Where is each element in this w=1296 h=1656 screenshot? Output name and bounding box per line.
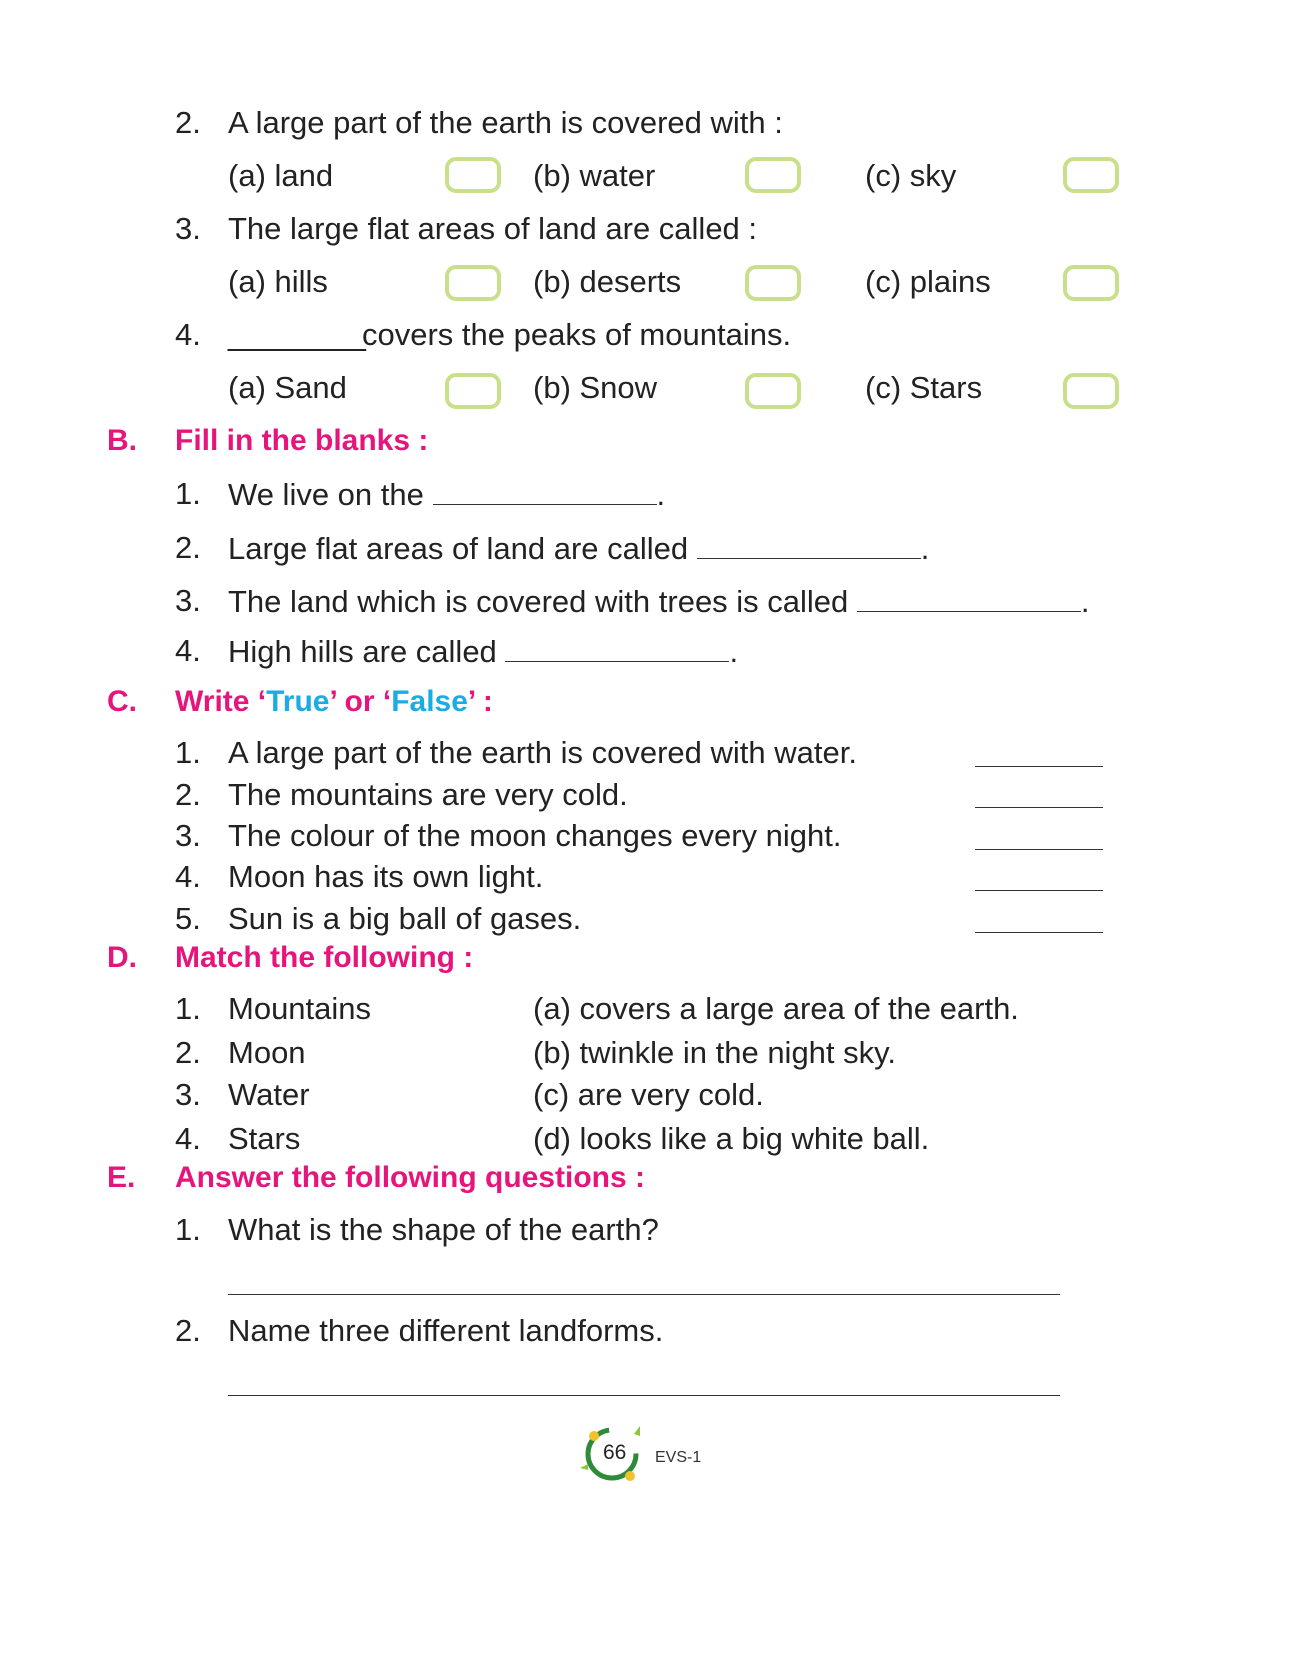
match-right: (b) twinkle in the night sky.	[533, 1035, 896, 1070]
fill-blank-item: Large flat areas of land are called .	[228, 531, 930, 566]
answer-blank[interactable]	[505, 633, 729, 662]
answer-checkbox[interactable]	[444, 156, 502, 194]
tf-answer-line[interactable]	[975, 849, 1103, 850]
tf-statement: Moon has its own light.	[228, 859, 544, 894]
question-text: Name three different landforms.	[228, 1313, 664, 1348]
tf-number: 3.	[175, 818, 201, 853]
mcq-number: 3.	[175, 211, 201, 246]
match-right: (a) covers a large area of the earth.	[533, 991, 1019, 1026]
tf-statement: The mountains are very cold.	[228, 777, 628, 812]
match-number: 3.	[175, 1077, 201, 1112]
section-title-true-false: Write ‘True’ or ‘False’ :	[175, 685, 493, 718]
answer-checkbox[interactable]	[444, 372, 502, 410]
fill-blank-item: The land which is covered with trees is called .	[228, 584, 1090, 619]
tf-answer-line[interactable]	[975, 932, 1103, 933]
tf-statement: A large part of the earth is covered with water.	[228, 735, 857, 770]
section-title-match: Match the following :	[175, 941, 474, 974]
tf-answer-line[interactable]	[975, 807, 1103, 808]
mcq-option: (c) plains	[865, 264, 991, 299]
answer-checkbox[interactable]	[1062, 156, 1120, 194]
tf-statement: The colour of the moon changes every night.	[228, 818, 842, 853]
mcq-number: 4.	[175, 317, 201, 352]
mcq-question: covers the peaks of mountains.	[362, 317, 792, 352]
tf-answer-line[interactable]	[975, 890, 1103, 891]
mcq-option: (b) deserts	[533, 264, 682, 299]
mcq-option: (a) hills	[228, 264, 328, 299]
page-number: 66	[603, 1441, 627, 1464]
answer-blank[interactable]	[697, 530, 921, 559]
match-number: 4.	[175, 1121, 201, 1156]
mcq-question: The large flat areas of land are called :	[228, 211, 758, 246]
answer-checkbox[interactable]	[1062, 372, 1120, 410]
section-letter-c: C.	[107, 685, 137, 718]
match-left: Water	[228, 1077, 310, 1112]
fill-blank-item: We live on the .	[228, 477, 666, 512]
tf-number: 4.	[175, 859, 201, 894]
blank-number: 2.	[175, 530, 201, 565]
tf-number: 5.	[175, 901, 201, 936]
answer-checkbox[interactable]	[744, 372, 802, 410]
match-left: Stars	[228, 1121, 301, 1156]
blank-number: 3.	[175, 583, 201, 618]
match-number: 2.	[175, 1035, 201, 1070]
match-left: Mountains	[228, 991, 372, 1026]
tf-answer-line[interactable]	[975, 766, 1103, 767]
blank-number: 1.	[175, 476, 201, 511]
question-number: 2.	[175, 1313, 201, 1348]
answer-checkbox[interactable]	[744, 156, 802, 194]
mcq-option: (b) Snow	[533, 370, 658, 405]
mcq-option: (a) land	[228, 158, 334, 193]
fill-blank-item: High hills are called .	[228, 634, 739, 669]
answer-checkbox[interactable]	[1062, 264, 1120, 302]
question-text: What is the shape of the earth?	[228, 1212, 659, 1247]
question-number: 1.	[175, 1212, 201, 1247]
mcq-question: A large part of the earth is covered with :	[228, 105, 783, 140]
tf-number: 1.	[175, 735, 201, 770]
book-code: EVS-1	[655, 1449, 702, 1466]
match-number: 1.	[175, 991, 201, 1026]
match-right: (c) are very cold.	[533, 1077, 764, 1112]
blank-number: 4.	[175, 633, 201, 668]
section-letter-d: D.	[107, 941, 137, 974]
answer-line[interactable]	[228, 1395, 1060, 1396]
mcq-option: (c) sky	[865, 158, 957, 193]
section-letter-b: B.	[107, 424, 137, 457]
tf-statement: Sun is a big ball of gases.	[228, 901, 582, 936]
answer-checkbox[interactable]	[444, 264, 502, 302]
match-left: Moon	[228, 1035, 306, 1070]
section-title-fill-blanks: Fill in the blanks :	[175, 424, 429, 457]
mcq-number: 2.	[175, 105, 201, 140]
tf-number: 2.	[175, 777, 201, 812]
section-title-answer: Answer the following questions :	[175, 1161, 646, 1194]
match-right: (d) looks like a big white ball.	[533, 1121, 930, 1156]
answer-line[interactable]	[228, 1294, 1060, 1295]
mcq-blank: ________	[228, 317, 366, 352]
mcq-option: (b) water	[533, 158, 656, 193]
answer-blank[interactable]	[433, 476, 657, 505]
section-letter-e: E.	[107, 1161, 136, 1194]
answer-blank[interactable]	[857, 583, 1081, 612]
mcq-option: (a) Sand	[228, 370, 347, 405]
answer-checkbox[interactable]	[744, 264, 802, 302]
mcq-option: (c) Stars	[865, 370, 983, 405]
